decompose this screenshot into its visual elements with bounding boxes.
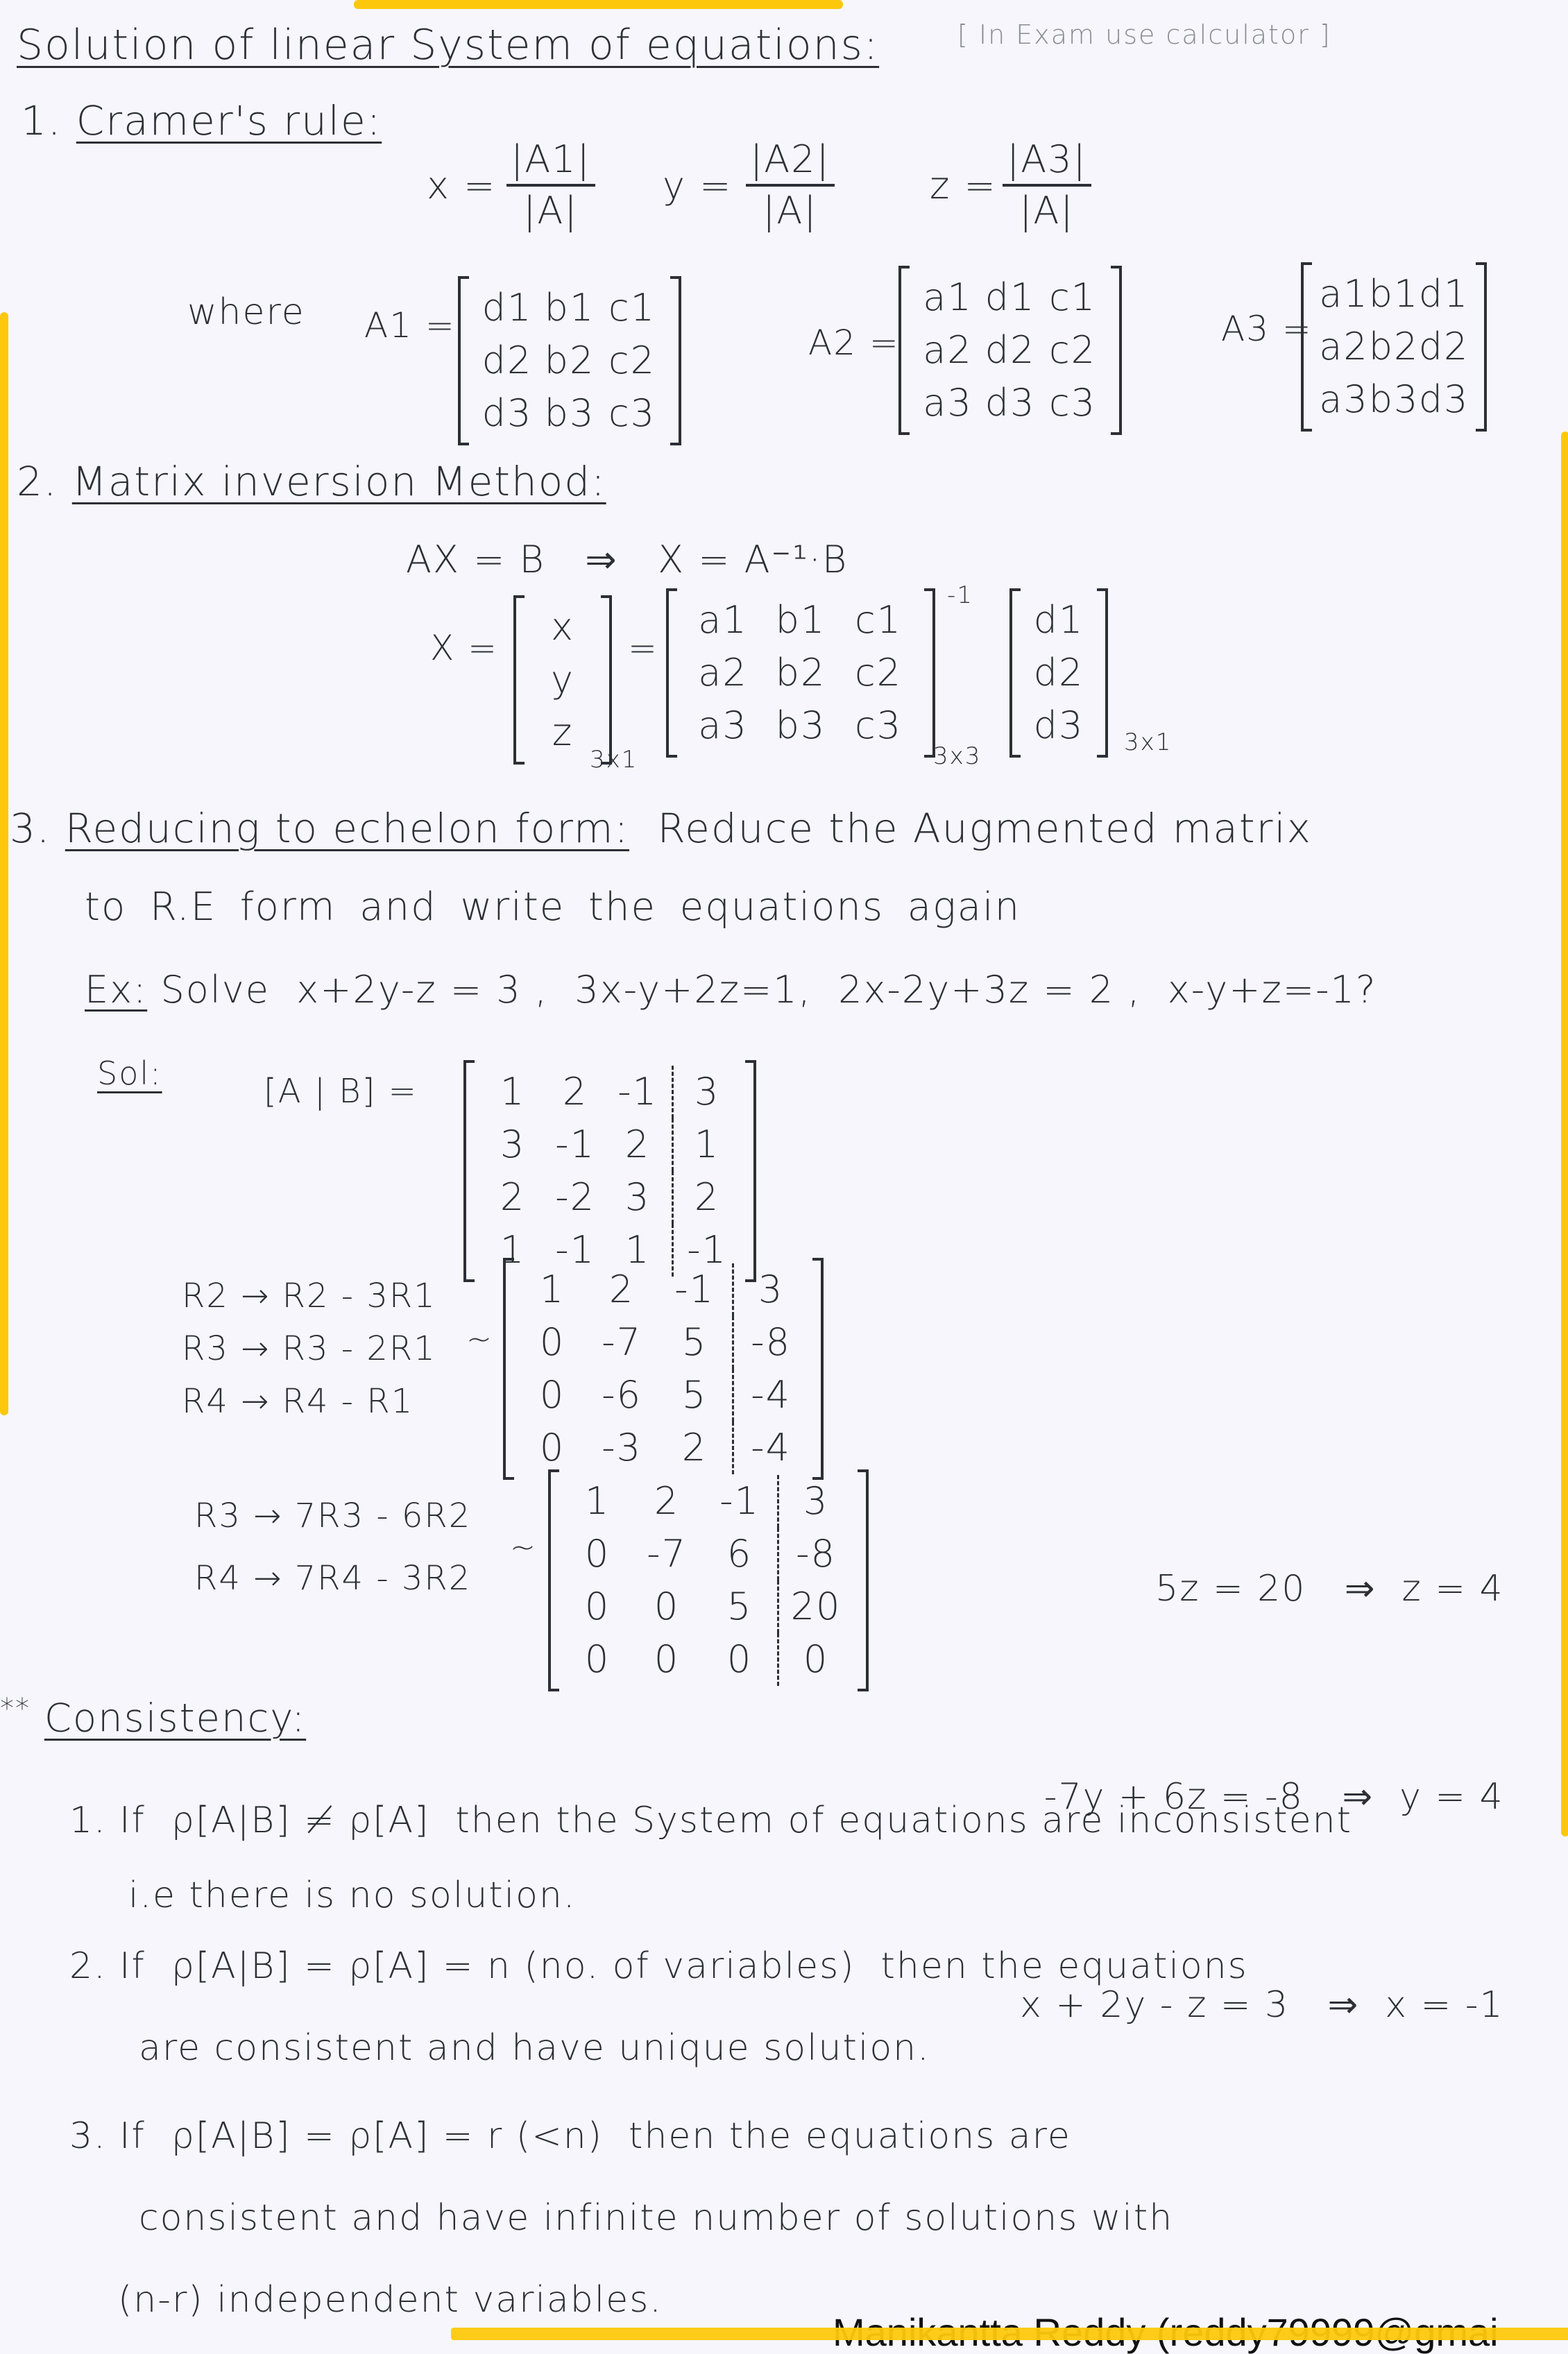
cramer-y-fraction: $\frac{|A2|}{|A|}$ (746, 135, 835, 235)
A1-label: A1 = (364, 305, 456, 346)
right-highlight-bar (1561, 432, 1568, 1836)
A-inverse-power: -1 (947, 581, 973, 609)
step1-tilde: ~ (466, 1322, 493, 1357)
cramer-y-lhs: y = (663, 164, 733, 207)
B-dimension: 3x1 (1124, 728, 1173, 756)
cramer-heading: 1. Cramer's rule: (21, 97, 382, 144)
cramer-z-fraction: $\frac{|A3|}{|A|}$ (1003, 135, 1091, 235)
consistency-heading: ** Consistency: (0, 1693, 307, 1741)
A3-label: A3 = (1221, 309, 1313, 349)
augmented-label: [A | B] = (264, 1072, 418, 1111)
title-note: [ In Exam use calculator ] (957, 19, 1331, 50)
echelon-description: to R.E form and write the equations again (85, 885, 1021, 930)
step2-row-ops: R3 → 7R3 - 6R2 R4 → 7R4 - 3R2 (194, 1496, 472, 1598)
augment-divider (672, 1066, 674, 1118)
inversion-equation: AX = B ⇒ X = A⁻¹·B (406, 538, 849, 581)
step2-tilde: ~ (510, 1530, 537, 1565)
consistency-item-2: 2. If ρ[A|B] = ρ[A] = n (no. of variables) then the equations are consistent and have unique solution. (69, 1945, 1248, 2069)
X-dimension: 3x1 (590, 746, 638, 774)
where-label: where (187, 291, 305, 333)
step2-matrix: 1 2 -1 3 0 -7 6 -8 0 0 5 20 0 0 0 0 (548, 1471, 869, 1690)
left-highlight-bar (0, 312, 8, 1415)
solution-label: Sol: (97, 1055, 162, 1092)
top-highlight-bar (354, 0, 843, 9)
matrix-A3: a1 b1 d1 a2 b2 d2 a3 b3 d3 (1301, 264, 1487, 430)
augmented-matrix: 1 2 -1 3 3 -1 2 1 2 -2 3 2 1 -1 1 -1 (463, 1061, 756, 1281)
echelon-heading: 3. Reducing to echelon form: Reduce the Augmented matrix (10, 805, 1312, 852)
step1-row-ops: R2 → R2 - 3R1 R3 → R3 - 2R1 R4 → R4 - R1 (182, 1277, 436, 1421)
X-label: X = (430, 628, 499, 668)
page-title: Solution of linear System of equations: (17, 21, 880, 69)
cramer-z-lhs: z = (930, 164, 997, 207)
matrix-A2: a1 d1 c1 a2 d2 c2 a3 d3 c3 (898, 267, 1122, 434)
step1-matrix: 1 2 -1 3 0 -7 5 -8 0 -6 5 -4 0 -3 2 -4 (503, 1259, 824, 1478)
example-problem: Ex: Solve x+2y-z = 3 , 3x-y+2z=1, 2x-2y+3z = 2 , x-y+z=-1? (85, 968, 1377, 1012)
vector-X: x y z (513, 597, 612, 763)
matrix-A: a1 b1 c1 a2 b2 c2 a3 b3 c3 (666, 590, 935, 756)
consistency-item-1: 1. If ρ[A|B] ≠ ρ[A] then the System of equations are inconsistent i.e there is no solution. (69, 1800, 1352, 1916)
vector-B: d1 d2 d3 (1009, 590, 1108, 756)
consistency-item-3: 3. If ρ[A|B] = ρ[A] = r (<n) then the equations are consistent and have infinite number of solutions with (n-r) independent variables. (69, 2115, 1174, 2321)
cramer-x-lhs: x = (427, 164, 497, 207)
A2-label: A2 = (808, 323, 900, 363)
inversion-equals: = (628, 628, 658, 668)
matrix-A1: d1 b1 c1 d2 b2 c2 d3 b3 c3 (458, 278, 681, 444)
inversion-heading: 2. Matrix inversion Method: (17, 458, 606, 505)
A-dimension: 3x3 (933, 742, 982, 770)
cramer-x-fraction: $\frac{|A1|}{|A|}$ (506, 135, 595, 235)
back-substitution: 5z = 20 ⇒ z = 4 -7y + 6z = -8 ⇒ y = 4 x + 2y - z = 3 ⇒ x = -1 (1020, 1568, 1504, 2026)
bottom-highlight-bar (451, 2328, 1568, 2340)
